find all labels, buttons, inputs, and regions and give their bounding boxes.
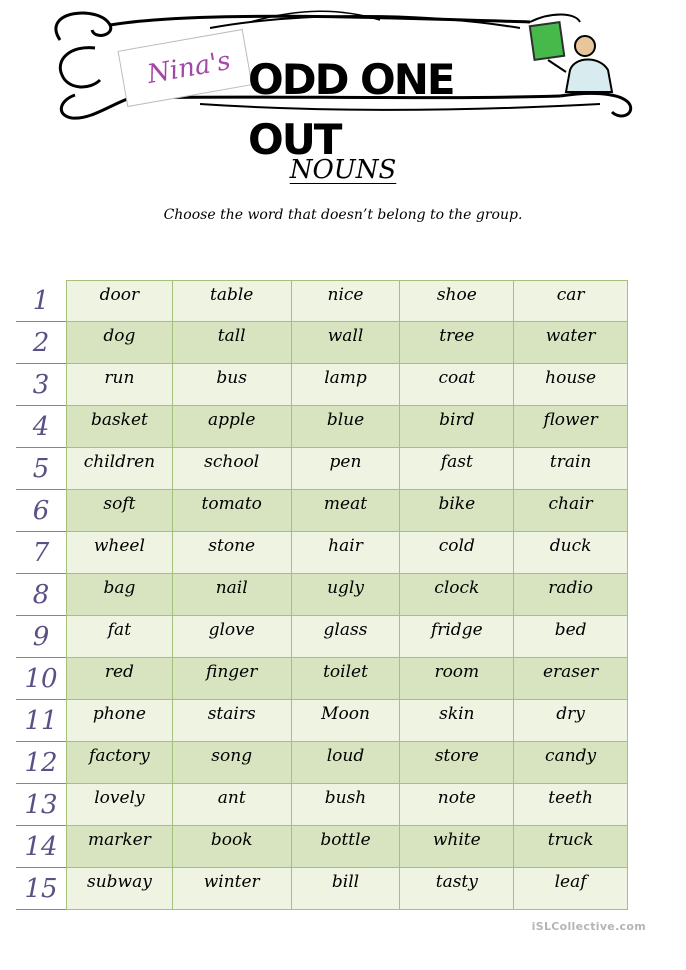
row-number: 8 <box>16 574 66 616</box>
word-cell: water <box>514 322 628 364</box>
word-cell: run <box>67 364 173 406</box>
table-row <box>16 280 628 322</box>
word-cell: bill <box>292 868 401 910</box>
table-row <box>16 448 628 490</box>
row-number: 6 <box>16 490 66 532</box>
word-cell: finger <box>173 658 292 700</box>
table-row <box>16 322 628 364</box>
table-row <box>16 532 628 574</box>
word-cell: song <box>173 742 292 784</box>
word-cell: tree <box>400 322 514 364</box>
word-cell: toilet <box>292 658 401 700</box>
table-row <box>16 784 628 826</box>
word-cell: door <box>67 280 173 322</box>
row-number: 15 <box>16 868 66 910</box>
worksheet-title: ODD ONE OUT <box>248 55 454 164</box>
word-cell: nice <box>292 280 401 322</box>
word-cell: shoe <box>400 280 514 322</box>
table-row <box>16 826 628 868</box>
word-cells <box>66 784 628 826</box>
word-table <box>16 280 628 910</box>
word-cell: hair <box>292 532 401 574</box>
word-cells <box>66 406 628 448</box>
word-cells <box>66 574 628 616</box>
word-cell: stairs <box>173 700 292 742</box>
row-number: 7 <box>16 532 66 574</box>
word-cell: coat <box>400 364 514 406</box>
word-cell: glove <box>173 616 292 658</box>
word-cell: eraser <box>514 658 628 700</box>
word-cell: flower <box>514 406 628 448</box>
word-cell: train <box>514 448 628 490</box>
word-cell: pen <box>292 448 401 490</box>
row-number: 1 <box>16 280 66 322</box>
word-cell: stone <box>173 532 292 574</box>
word-cell: candy <box>514 742 628 784</box>
table-row <box>16 490 628 532</box>
word-cell: bus <box>173 364 292 406</box>
word-cell: subway <box>67 868 173 910</box>
word-cell: marker <box>67 826 173 868</box>
word-cells <box>66 742 628 784</box>
row-number: 10 <box>16 658 66 700</box>
word-cell: chair <box>514 490 628 532</box>
word-cell: radio <box>514 574 628 616</box>
word-cell: bird <box>400 406 514 448</box>
word-cell: white <box>400 826 514 868</box>
word-cell: note <box>400 784 514 826</box>
word-cells <box>66 448 628 490</box>
word-cell: tall <box>173 322 292 364</box>
watermark: iSLCollective.com <box>531 920 646 933</box>
word-cell: skin <box>400 700 514 742</box>
word-cell: ant <box>173 784 292 826</box>
word-cell: bike <box>400 490 514 532</box>
word-cell: bottle <box>292 826 401 868</box>
word-cell: tomato <box>173 490 292 532</box>
word-cell: factory <box>67 742 173 784</box>
instruction-text: Choose the word that doesn’t belong to the group. <box>163 207 523 223</box>
word-cell: dog <box>67 322 173 364</box>
word-cell: table <box>173 280 292 322</box>
word-cell: blue <box>292 406 401 448</box>
word-cells <box>66 616 628 658</box>
word-cell: truck <box>514 826 628 868</box>
word-cell: school <box>173 448 292 490</box>
row-number: 12 <box>16 742 66 784</box>
word-cell: lamp <box>292 364 401 406</box>
table-row <box>16 868 628 910</box>
word-cells <box>66 322 628 364</box>
word-cell: bed <box>514 616 628 658</box>
word-cell: loud <box>292 742 401 784</box>
word-cell: bush <box>292 784 401 826</box>
word-cell: bag <box>67 574 173 616</box>
row-number: 4 <box>16 406 66 448</box>
table-row <box>16 406 628 448</box>
table-row <box>16 616 628 658</box>
row-number: 11 <box>16 700 66 742</box>
word-cells <box>66 868 628 910</box>
word-cell: children <box>67 448 173 490</box>
worksheet-header <box>0 0 686 164</box>
word-cells <box>66 658 628 700</box>
table-row <box>16 364 628 406</box>
row-number: 5 <box>16 448 66 490</box>
word-cell: cold <box>400 532 514 574</box>
word-cell: winter <box>173 868 292 910</box>
row-number: 2 <box>16 322 66 364</box>
word-cell: clock <box>400 574 514 616</box>
word-cell: tasty <box>400 868 514 910</box>
word-cells <box>66 532 628 574</box>
word-cell: soft <box>67 490 173 532</box>
word-cell: ugly <box>292 574 401 616</box>
word-cell: fast <box>400 448 514 490</box>
word-cell: fridge <box>400 616 514 658</box>
word-cell: apple <box>173 406 292 448</box>
word-cell: duck <box>514 532 628 574</box>
word-cell: store <box>400 742 514 784</box>
word-cells <box>66 490 628 532</box>
word-cell: dry <box>514 700 628 742</box>
word-cells <box>66 280 628 322</box>
word-cell: phone <box>67 700 173 742</box>
word-cells <box>66 826 628 868</box>
word-cell: wheel <box>67 532 173 574</box>
word-cell: room <box>400 658 514 700</box>
row-number: 9 <box>16 616 66 658</box>
word-cell: car <box>514 280 628 322</box>
table-row <box>16 574 628 616</box>
row-number: 13 <box>16 784 66 826</box>
section-title: NOUNS <box>289 155 397 185</box>
word-cell: basket <box>67 406 173 448</box>
word-cell: glass <box>292 616 401 658</box>
word-cells <box>66 700 628 742</box>
word-cells <box>66 364 628 406</box>
word-cell: leaf <box>514 868 628 910</box>
word-cell: house <box>514 364 628 406</box>
word-cell: teeth <box>514 784 628 826</box>
table-row <box>16 742 628 784</box>
table-row <box>16 658 628 700</box>
word-cell: red <box>67 658 173 700</box>
word-cell: book <box>173 826 292 868</box>
row-number: 3 <box>16 364 66 406</box>
author-badge: Nina's <box>145 45 233 91</box>
table-row <box>16 700 628 742</box>
row-number: 14 <box>16 826 66 868</box>
word-cell: fat <box>67 616 173 658</box>
word-cell: lovely <box>67 784 173 826</box>
word-cell: meat <box>292 490 401 532</box>
word-cell: nail <box>173 574 292 616</box>
word-cell: wall <box>292 322 401 364</box>
word-cell: Moon <box>292 700 401 742</box>
